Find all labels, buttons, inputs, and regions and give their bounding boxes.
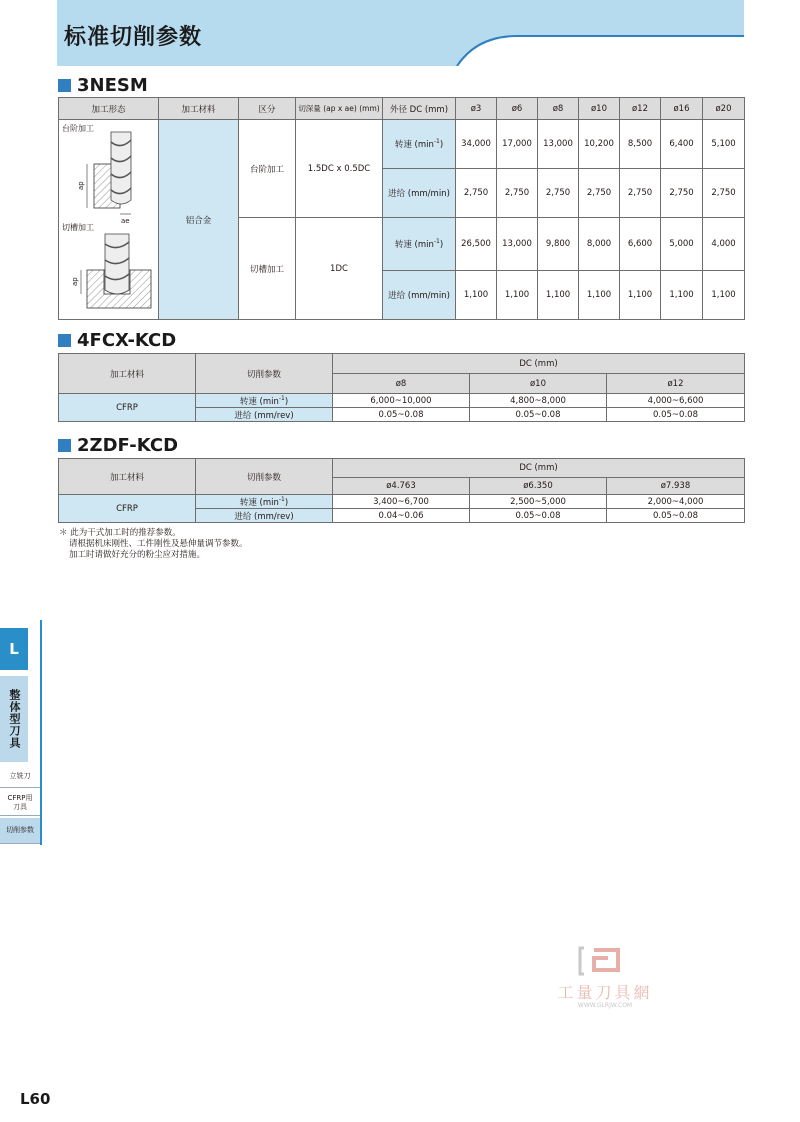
- header-cell: ø20: [703, 98, 745, 120]
- section-heading-3nesm: [58, 75, 148, 96]
- value-cell: 1,100: [703, 271, 745, 320]
- value-cell: 2,750: [538, 169, 579, 218]
- page-header: [57, 0, 744, 66]
- value-cell: 1,100: [661, 271, 703, 320]
- header-cell: DC (mm): [333, 459, 745, 478]
- section-heading-2zdf: [58, 435, 178, 456]
- value-cell: 1,100: [538, 271, 579, 320]
- cutting-table-4fcx: [58, 353, 745, 422]
- material-cell: CFRP: [59, 495, 196, 523]
- value-cell: 4,800~8,000: [470, 394, 607, 408]
- value-cell: 6,000~10,000: [333, 394, 470, 408]
- value-cell: 2,750: [703, 169, 745, 218]
- value-cell: 3,400~6,700: [333, 495, 470, 509]
- section-square-icon: [58, 334, 71, 347]
- value-cell: 26,500: [456, 218, 497, 271]
- value-cell: 6,400: [661, 120, 703, 169]
- side-item-cfrp-tools[interactable]: CFRP用 刀具: [0, 790, 40, 816]
- header-cell: ø16: [661, 98, 703, 120]
- watermark-logo: [538, 944, 672, 1014]
- value-cell: 0.05~0.08: [470, 509, 607, 523]
- table-row: [59, 120, 745, 169]
- shape-diagram-cell: [59, 120, 159, 320]
- category-cell: 切槽加工: [239, 218, 296, 320]
- feed-label-cell: 进给 (mm/min): [383, 169, 456, 218]
- diameter-header: ø10: [470, 374, 607, 394]
- header-cell: 切深量 (ap x ae) (mm): [296, 98, 383, 120]
- depth-cell: 1.5DC x 0.5DC: [296, 120, 383, 218]
- value-cell: 10,200: [579, 120, 620, 169]
- cutting-table-2zdf: [58, 458, 745, 523]
- watermark-url: WWW.GLRJW.COM: [577, 1002, 633, 1009]
- slot-shape-label: 切槽加工: [62, 223, 94, 232]
- section-square-icon: [58, 79, 71, 92]
- value-cell: 1,100: [456, 271, 497, 320]
- speed-label-cell: 转速 $(\min^{-1})$: [196, 394, 333, 408]
- header-cell: ø3: [456, 98, 497, 120]
- header-cell: 加工材料: [59, 459, 196, 495]
- header-cell: ø10: [579, 98, 620, 120]
- cutting-table-3nesm: [58, 97, 745, 320]
- ap-label: ap: [77, 181, 85, 190]
- feed-label-cell: 进给 (mm/rev): [196, 408, 333, 422]
- watermark-text: 工量刀具網: [557, 983, 653, 1002]
- material-cell: CFRP: [59, 394, 196, 422]
- section-title: 2ZDF-KCD: [77, 435, 179, 456]
- table-header-row: [59, 98, 745, 120]
- footnote-line: ＊ 此为干式加工时的推荐参数。: [59, 528, 181, 538]
- value-cell: 0.05~0.08: [607, 408, 745, 422]
- value-cell: 4,000~6,600: [607, 394, 745, 408]
- ap-label: ap: [71, 277, 79, 286]
- value-cell: 17,000: [497, 120, 538, 169]
- side-nav-rule: [40, 620, 42, 845]
- header-cell: ø6: [497, 98, 538, 120]
- value-cell: 6,600: [620, 218, 661, 271]
- header-cell: 切削参数: [196, 354, 333, 394]
- section-title: 4FCX-KCD: [77, 330, 177, 351]
- footnotes: [59, 528, 248, 561]
- machining-shape-diagram: [59, 120, 159, 316]
- side-item-end-mill[interactable]: 立铣刀: [0, 766, 40, 788]
- value-cell: 8,000: [579, 218, 620, 271]
- value-cell: 34,000: [456, 120, 497, 169]
- diameter-header: ø12: [607, 374, 745, 394]
- side-tab-letter[interactable]: L: [0, 628, 28, 670]
- watermark-mark: [538, 944, 672, 978]
- value-cell: 5,000: [661, 218, 703, 271]
- value-cell: 8,500: [620, 120, 661, 169]
- value-cell: 2,750: [620, 169, 661, 218]
- feed-label-cell: 进给 (mm/min): [383, 271, 456, 320]
- ae-label: ae: [121, 217, 130, 225]
- page-number: L60: [20, 1090, 51, 1108]
- value-cell: 9,800: [538, 218, 579, 271]
- diameter-header: ø8: [333, 374, 470, 394]
- value-cell: 2,750: [661, 169, 703, 218]
- value-cell: 13,000: [497, 218, 538, 271]
- value-cell: 1,100: [579, 271, 620, 320]
- value-cell: 5,100: [703, 120, 745, 169]
- side-tab-category[interactable]: 整体型刀具: [0, 676, 28, 762]
- section-title: 3NESM: [77, 75, 148, 96]
- footnote-line: 加工时请做好充分的粉尘应对措施。: [69, 550, 206, 560]
- header-cell: ø12: [620, 98, 661, 120]
- page-title: 标准切削参数: [64, 25, 203, 50]
- value-cell: 1,100: [620, 271, 661, 320]
- value-cell: 2,750: [579, 169, 620, 218]
- header-cell: 区分: [239, 98, 296, 120]
- header-cell: 加工材料: [159, 98, 239, 120]
- footnote-line: 请根据机床刚性、工件刚性及悬伸量调节参数。: [69, 539, 248, 549]
- speed-label-cell: 转速 $(\min^{-1})$: [383, 120, 456, 169]
- header-cell: 加工材料: [59, 354, 196, 394]
- section-heading-4fcx: [58, 330, 176, 351]
- diameter-header: ø7.938: [607, 478, 745, 495]
- value-cell: 0.05~0.08: [470, 408, 607, 422]
- header-cell: 切削参数: [196, 459, 333, 495]
- feed-label-cell: 进给 (mm/rev): [196, 509, 333, 523]
- section-square-icon: [58, 439, 71, 452]
- category-cell: 台阶加工: [239, 120, 296, 218]
- diameter-header: ø4.763: [333, 478, 470, 495]
- header-cell: DC (mm): [333, 354, 745, 374]
- value-cell: 13,000: [538, 120, 579, 169]
- value-cell: 2,000~4,000: [607, 495, 745, 509]
- step-shape-label: 台阶加工: [62, 124, 94, 133]
- value-cell: 4,000: [703, 218, 745, 271]
- value-cell: 0.04~0.06: [333, 509, 470, 523]
- value-cell: 2,750: [497, 169, 538, 218]
- depth-cell: 1DC: [296, 218, 383, 320]
- value-cell: 1,100: [497, 271, 538, 320]
- value-cell: 0.05~0.08: [333, 408, 470, 422]
- value-cell: 2,500~5,000: [470, 495, 607, 509]
- side-item-cutting-params[interactable]: 切削参数: [0, 818, 40, 844]
- header-cell: ø8: [538, 98, 579, 120]
- value-cell: 0.05~0.08: [607, 509, 745, 523]
- value-cell: 2,750: [456, 169, 497, 218]
- diameter-header: ø6.350: [470, 478, 607, 495]
- speed-label-cell: 转速 $(\min^{-1})$: [196, 495, 333, 509]
- header-cell: 外径 DC (mm): [383, 98, 456, 120]
- speed-label-cell: 转速 $(\min^{-1})$: [383, 218, 456, 271]
- material-cell: 铝合金: [159, 120, 239, 320]
- header-cell: 加工形态: [59, 98, 159, 120]
